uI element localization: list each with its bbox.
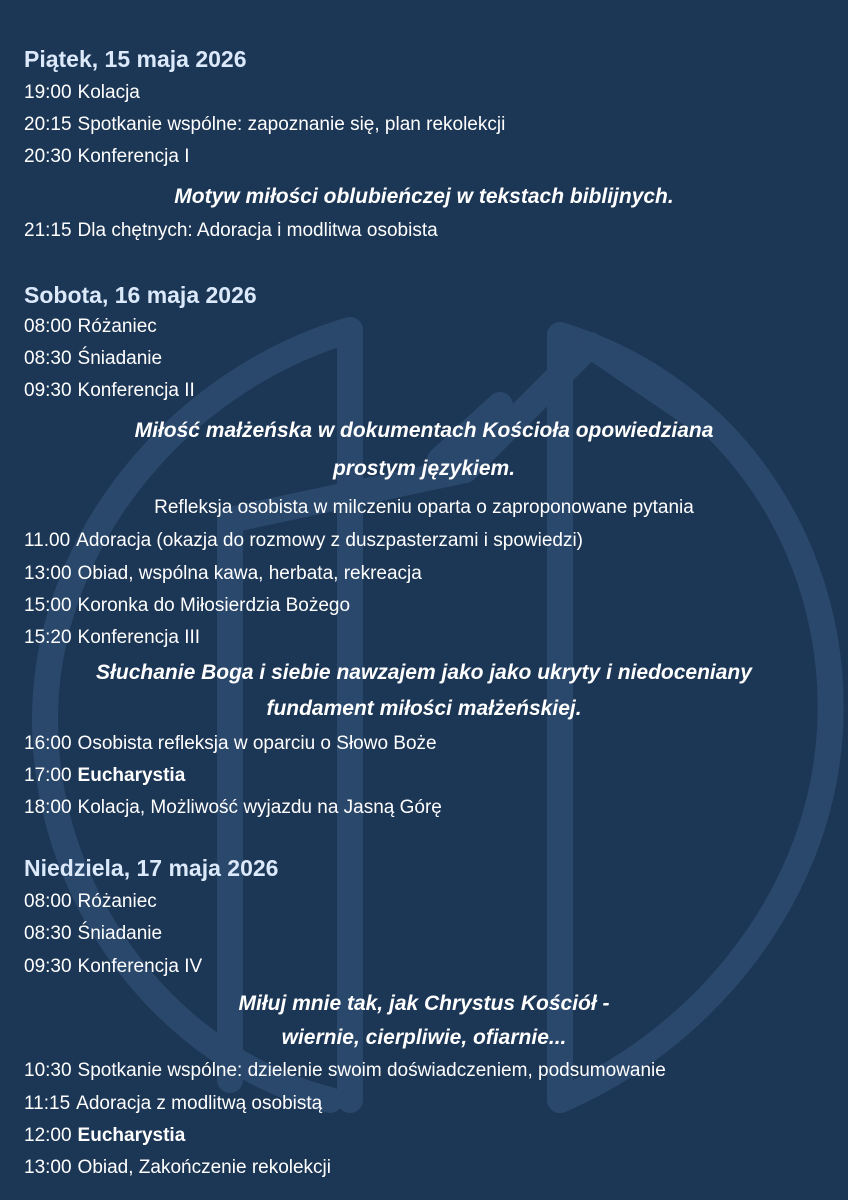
conference-theme: wiernie, cierpliwie, ofiarnie... xyxy=(281,1026,567,1049)
schedule-item xyxy=(24,380,195,402)
item-time: 13:00 xyxy=(24,563,72,584)
schedule-item xyxy=(24,563,422,585)
item-text-bold: Eucharystia xyxy=(77,765,186,786)
item-time: 08:30 xyxy=(24,923,72,944)
item-text: Konferencja I xyxy=(77,146,190,167)
item-text: Spotkanie wspólne: zapoznanie się, plan rekolekcji xyxy=(77,114,506,135)
item-text: Koronka do Miłosierdzia Bożego xyxy=(77,595,351,616)
item-time: 18:00 xyxy=(24,797,72,818)
schedule-item xyxy=(24,348,162,370)
item-time: 21:15 xyxy=(24,220,72,241)
item-time: 08:30 xyxy=(24,348,72,369)
schedule-item xyxy=(24,797,442,819)
item-time: 15:00 xyxy=(24,595,72,616)
item-text-bold: Eucharystia xyxy=(77,1125,186,1146)
item-text: Spotkanie wspólne: dzielenie swoim doświadczeniem, podsumowanie xyxy=(77,1060,666,1081)
schedule-item xyxy=(24,733,437,755)
item-text: Obiad, wspólna kawa, herbata, rekreacja xyxy=(77,563,422,584)
conference-theme: fundament miłości małżeńskiej. xyxy=(266,697,582,720)
conference-theme: Miłość małżeńska w dokumentach Kościoła opowiedziana xyxy=(134,419,714,442)
item-text: Dla chętnych: Adoracja i modlitwa osobista xyxy=(77,220,438,241)
item-time: 13:00 xyxy=(24,1157,72,1178)
item-text: Kolacja, Możliwość wyjazdu na Jasną Górę xyxy=(77,797,442,818)
schedule-item xyxy=(24,146,190,168)
day-heading-friday: Piątek, 15 maja 2026 xyxy=(24,46,247,72)
schedule-item xyxy=(24,316,157,338)
schedule-item xyxy=(24,891,157,913)
item-text: Adoracja z modlitwą osobistą xyxy=(76,1093,323,1114)
item-time: 12:00 xyxy=(24,1125,72,1146)
schedule-item xyxy=(24,627,200,649)
schedule-item xyxy=(24,1093,322,1115)
item-time: 11:15 xyxy=(24,1093,71,1114)
schedule-item xyxy=(24,82,140,104)
day-heading-sunday: Niedziela, 17 maja 2026 xyxy=(24,855,279,881)
schedule-item xyxy=(24,956,202,978)
item-time: 11.00 xyxy=(24,530,71,551)
item-text: Śniadanie xyxy=(77,923,163,944)
item-text: Różaniec xyxy=(77,316,157,337)
item-time: 17:00 xyxy=(24,765,72,786)
schedule-item xyxy=(24,1060,666,1082)
schedule-item xyxy=(24,765,185,787)
item-text: Osobista refleksja w oparciu o Słowo Boże xyxy=(77,733,437,754)
schedule-item xyxy=(24,530,583,552)
schedule-item xyxy=(24,1125,185,1147)
item-time: 20:15 xyxy=(24,114,72,135)
item-time: 09:30 xyxy=(24,956,72,977)
schedule-item xyxy=(24,923,162,945)
item-text: Konferencja III xyxy=(77,627,201,648)
item-time: 15:20 xyxy=(24,627,72,648)
schedule-item xyxy=(24,595,350,617)
item-text: Obiad, Zakończenie rekolekcji xyxy=(77,1157,332,1178)
item-time: 10:30 xyxy=(24,1060,72,1081)
schedule-item xyxy=(24,220,438,242)
item-text: Śniadanie xyxy=(77,348,163,369)
item-text: Kolacja xyxy=(77,82,140,103)
item-text: Konferencja II xyxy=(77,380,195,401)
schedule-item xyxy=(24,114,505,136)
item-time: 20:30 xyxy=(24,146,72,167)
conference-theme: prostym językiem. xyxy=(332,457,516,480)
item-text: Konferencja IV xyxy=(77,956,203,977)
conference-theme: Słuchanie Boga i siebie nawzajem jako jako ukryty i niedoceniany xyxy=(96,661,752,684)
day-heading-saturday: Sobota, 16 maja 2026 xyxy=(24,282,257,308)
item-time: 08:00 xyxy=(24,316,72,337)
schedule-item xyxy=(24,1157,331,1179)
item-time: 19:00 xyxy=(24,82,72,103)
item-time: 09:30 xyxy=(24,380,72,401)
item-time: 08:00 xyxy=(24,891,72,912)
conference-theme: Motyw miłości oblubieńczej w tekstach biblijnych. xyxy=(174,185,674,208)
item-text: Adoracja (okazja do rozmowy z duszpasterzami i spowiedzi) xyxy=(76,530,584,551)
conference-theme: Miłuj mnie tak, jak Chrystus Kościół - xyxy=(238,992,610,1015)
item-text: Różaniec xyxy=(77,891,157,912)
item-time: 16:00 xyxy=(24,733,72,754)
reflection-note: Refleksja osobista w milczeniu oparta o zaproponowane pytania xyxy=(154,497,694,518)
